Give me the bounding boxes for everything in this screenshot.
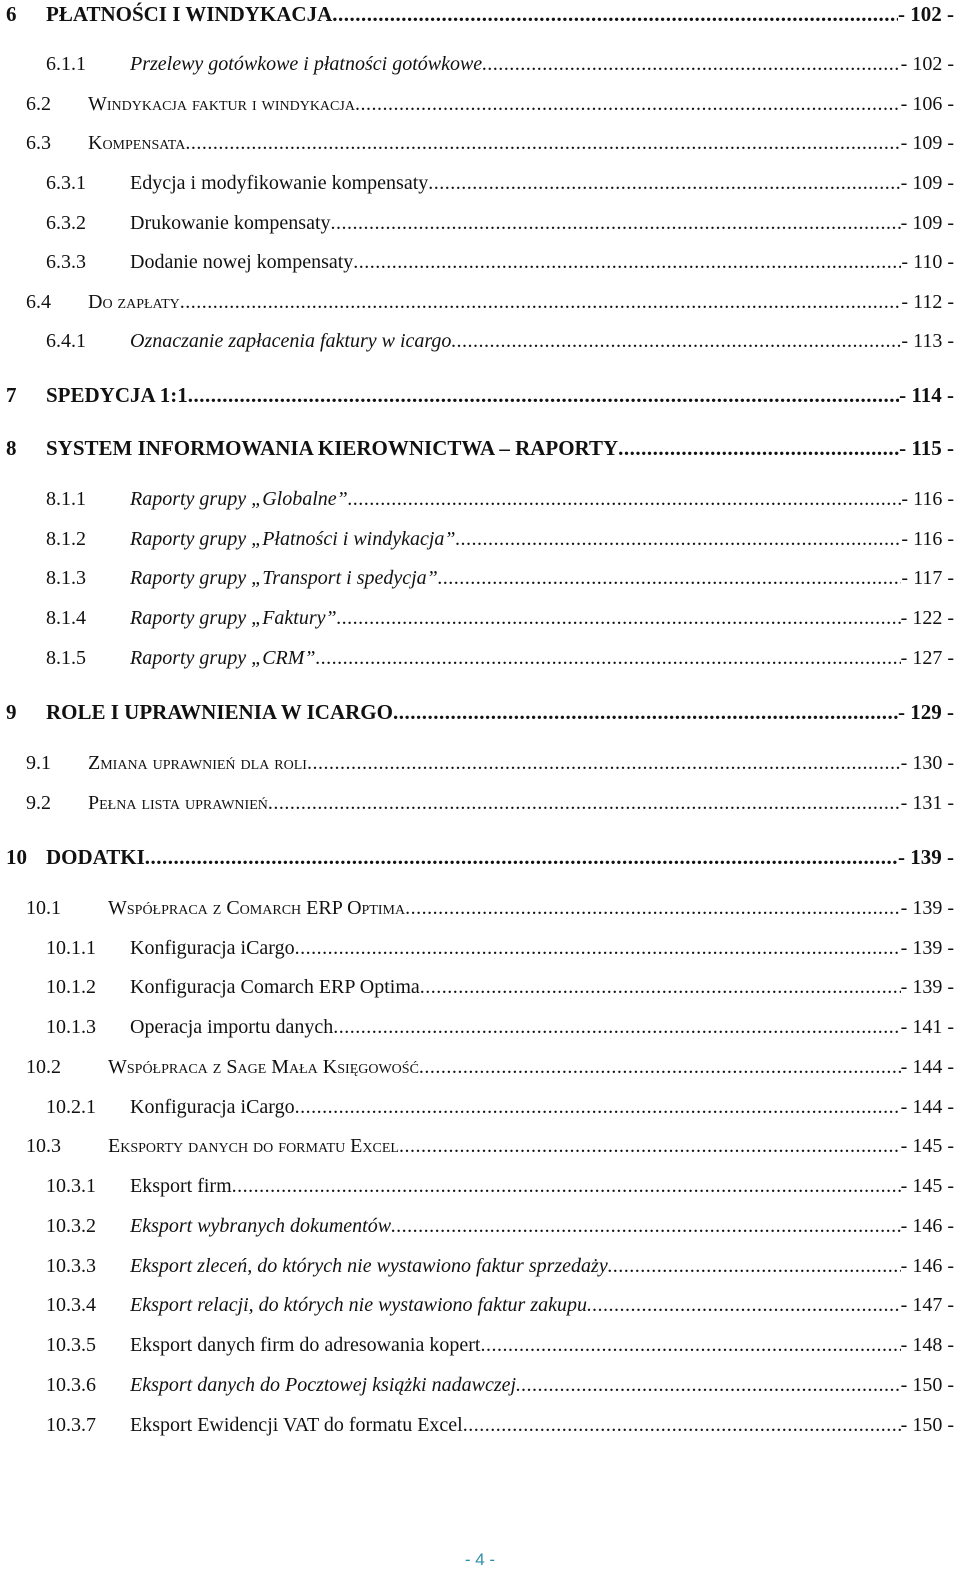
toc-entry[interactable] — [0, 700, 954, 730]
toc-entry[interactable] — [0, 647, 954, 677]
toc-title: Raporty grupy „Faktury” — [130, 607, 337, 629]
toc-number: 9 — [6, 700, 17, 724]
toc-title: Edycja i modyfikowanie kompensaty — [130, 172, 429, 194]
toc-page: - 148 - — [900, 1334, 954, 1356]
toc-leader — [333, 1016, 900, 1039]
toc-title: Windykacja faktur i windykacja — [88, 93, 355, 115]
toc-page: - 127 - — [900, 647, 954, 669]
toc-entry[interactable] — [0, 845, 954, 875]
toc-number: 10.3.4 — [46, 1294, 96, 1316]
toc-page: - 144 - — [900, 1056, 954, 1078]
toc-leader — [232, 1175, 901, 1198]
toc-title: SYSTEM INFORMOWANIA KIEROWNICTWA – RAPORTY — [46, 436, 619, 460]
toc-title: Kompensata — [88, 132, 186, 154]
toc-title: Raporty grupy „CRM” — [130, 647, 316, 669]
toc-page: - 115 - — [899, 436, 954, 460]
toc-number: 6.2 — [26, 93, 51, 115]
toc-entry[interactable] — [0, 1294, 954, 1324]
toc-leader — [145, 845, 898, 870]
toc-leader — [353, 251, 901, 274]
toc-title: Konfiguracja Comarch ERP Optima — [130, 976, 420, 998]
toc-title: Eksport firm — [130, 1175, 232, 1197]
toc-page: - 150 - — [900, 1374, 954, 1396]
toc-page: - 146 - — [900, 1255, 954, 1277]
toc-entry[interactable] — [0, 212, 954, 242]
toc-leader — [331, 212, 901, 235]
toc-title: PŁATNOŚCI I WINDYKACJA — [46, 2, 333, 26]
toc-number: 7 — [6, 383, 17, 407]
toc-number: 10.1 — [26, 897, 61, 919]
toc-leader — [420, 976, 901, 999]
toc-leader — [307, 752, 901, 775]
toc-entry[interactable] — [0, 1255, 954, 1285]
toc-number: 10.2 — [26, 1056, 61, 1078]
toc-number: 10 — [6, 845, 27, 869]
toc-number: 8.1.5 — [46, 647, 86, 669]
toc-number: 6.4 — [26, 291, 51, 313]
toc-number: 6.3.1 — [46, 172, 86, 194]
toc-number: 9.2 — [26, 792, 51, 814]
toc-entry[interactable] — [0, 53, 954, 83]
toc-entry[interactable] — [0, 1215, 954, 1245]
toc-title: Eksport wybranych dokumentów — [130, 1215, 392, 1237]
toc-title: Eksport danych do Pocztowej książki nadawczej — [130, 1374, 517, 1396]
toc-leader — [316, 647, 901, 670]
toc-page: - 109 - — [900, 212, 954, 234]
toc-title: Operacja importu danych — [130, 1016, 334, 1038]
toc-page: - 129 - — [898, 700, 954, 724]
toc-title: Współpraca z Sage Mała Księgowość — [108, 1056, 419, 1078]
toc-title: Raporty grupy „Transport i spedycja” — [130, 567, 438, 589]
toc-page: - 145 - — [900, 1175, 954, 1197]
toc-leader — [295, 1096, 901, 1119]
toc-title: Pełna lista uprawnień — [88, 792, 268, 814]
toc-title: Oznaczanie zapłacenia faktury w icargo — [130, 330, 452, 352]
toc-title: Raporty grupy „Globalne” — [130, 488, 348, 510]
toc-page: - 130 - — [900, 752, 954, 774]
toc-page: - 150 - — [900, 1414, 954, 1436]
toc-entry[interactable] — [0, 1374, 954, 1404]
toc-number: 10.1.2 — [46, 976, 96, 998]
toc-entry[interactable] — [0, 330, 954, 360]
toc-page: - 109 - — [900, 132, 954, 154]
toc-leader — [438, 567, 902, 590]
toc-entry[interactable] — [0, 291, 954, 321]
toc-leader — [399, 1135, 901, 1158]
toc-entry[interactable] — [0, 436, 954, 466]
toc-entry[interactable] — [0, 1135, 954, 1165]
toc-entry[interactable] — [0, 607, 954, 637]
toc-entry[interactable] — [0, 1056, 954, 1086]
toc-leader — [456, 528, 902, 551]
toc-number: 10.3.6 — [46, 1374, 96, 1396]
toc-page: - 102 - — [898, 2, 954, 26]
toc-title: Do zapłaty — [88, 291, 180, 313]
toc-leader — [391, 1215, 901, 1238]
toc-title: ROLE I UPRAWNIENIA W ICARGO — [46, 700, 393, 724]
toc-page: - 109 - — [900, 172, 954, 194]
toc-number: 6.3.3 — [46, 251, 86, 273]
toc-leader — [348, 488, 902, 511]
toc-entry[interactable] — [0, 172, 954, 202]
toc-entry[interactable] — [0, 1414, 954, 1444]
toc-number: 8.1.1 — [46, 488, 86, 510]
toc-leader — [337, 607, 901, 630]
toc-page: - 146 - — [900, 1215, 954, 1237]
toc-title: Eksport danych firm do adresowania kopert — [130, 1334, 481, 1356]
toc-title: Zmiana uprawnień dla roli — [88, 752, 307, 774]
toc-page: - 106 - — [900, 93, 954, 115]
toc-number: 8.1.4 — [46, 607, 86, 629]
toc-entry[interactable] — [0, 1016, 954, 1046]
toc-title: Eksporty danych do formatu Excel — [108, 1135, 399, 1157]
toc-page: - 117 - — [901, 567, 954, 589]
toc-entry[interactable] — [0, 1334, 954, 1364]
toc-leader — [618, 436, 899, 461]
toc-number: 10.3.2 — [46, 1215, 96, 1237]
toc-number: 8.1.2 — [46, 528, 86, 550]
toc-title: Eksport zleceń, do których nie wystawiono faktur sprzedaży — [130, 1255, 608, 1277]
toc-page: - 122 - — [900, 607, 954, 629]
toc-page: - 139 - — [900, 976, 954, 998]
toc-title: Współpraca z Comarch ERP Optima — [108, 897, 406, 919]
toc-title: Przelewy gotówkowe i płatności gotówkowe — [130, 53, 483, 75]
toc-leader — [463, 1414, 901, 1437]
toc-number: 6 — [6, 2, 17, 26]
toc-page: - 113 - — [901, 330, 954, 352]
page-number-footer: - 4 - — [464, 1550, 496, 1569]
toc-entry[interactable] — [0, 93, 954, 123]
toc-leader — [608, 1255, 901, 1278]
toc-page: - 112 - — [901, 291, 954, 313]
toc-leader — [180, 291, 902, 314]
toc-entry[interactable] — [0, 567, 954, 597]
toc-number: 10.3.3 — [46, 1255, 96, 1277]
toc-number: 6.3 — [26, 132, 51, 154]
toc-title: Konfiguracja iCargo — [130, 1096, 295, 1118]
toc-entry[interactable] — [0, 132, 954, 162]
toc-title: Eksport relacji, do których nie wystawiono faktur zakupu — [130, 1294, 587, 1316]
toc-number: 6.1.1 — [46, 53, 86, 75]
toc-entry[interactable] — [0, 251, 954, 281]
toc-title: Drukowanie kompensaty — [130, 212, 331, 234]
toc-page: - 114 - — [899, 383, 954, 407]
toc-leader — [482, 53, 900, 76]
toc-page: - 141 - — [900, 1016, 954, 1038]
toc-leader — [480, 1334, 900, 1357]
toc-page: - 139 - — [900, 897, 954, 919]
toc-number: 8.1.3 — [46, 567, 86, 589]
toc-entry[interactable] — [0, 1175, 954, 1205]
toc-entry[interactable] — [0, 528, 954, 558]
toc-title: Raporty grupy „Płatności i windykacja” — [130, 528, 456, 550]
toc-page: - 147 - — [900, 1294, 954, 1316]
toc-leader — [587, 1294, 901, 1317]
toc-entry[interactable] — [0, 976, 954, 1006]
toc-number: 6.3.2 — [46, 212, 86, 234]
toc-number: 10.3.5 — [46, 1334, 96, 1356]
toc-leader — [188, 383, 899, 408]
toc-leader — [419, 1056, 901, 1079]
toc-number: 10.3 — [26, 1135, 61, 1157]
toc-title: Eksport Ewidencji VAT do formatu Excel — [130, 1414, 463, 1436]
toc-number: 9.1 — [26, 752, 51, 774]
toc-entry[interactable] — [0, 752, 954, 782]
toc-number: 10.3.1 — [46, 1175, 96, 1197]
toc-leader — [516, 1374, 901, 1397]
toc-leader — [405, 897, 901, 920]
toc-number: 10.1.1 — [46, 937, 96, 959]
toc-title: SPEDYCJA 1:1 — [46, 383, 188, 407]
toc-title: Dodanie nowej kompensaty — [130, 251, 354, 273]
toc-page: - 102 - — [900, 53, 954, 75]
toc-title: Konfiguracja iCargo — [130, 937, 295, 959]
toc-page: - 145 - — [900, 1135, 954, 1157]
toc-page: - 116 - — [901, 528, 954, 550]
toc-number: 10.2.1 — [46, 1096, 96, 1118]
toc-number: 8 — [6, 436, 17, 460]
toc-entry[interactable] — [0, 1096, 954, 1126]
toc-entry[interactable] — [0, 2, 954, 32]
toc-page: - 139 - — [898, 845, 954, 869]
toc-leader — [268, 792, 901, 815]
toc-page: - 139 - — [900, 937, 954, 959]
toc-leader — [428, 172, 900, 195]
toc-leader — [332, 2, 898, 27]
toc-number: 10.3.7 — [46, 1414, 96, 1436]
toc-leader — [185, 132, 900, 155]
toc-entry[interactable] — [0, 937, 954, 967]
toc-leader — [355, 93, 901, 116]
toc-entry[interactable] — [0, 792, 954, 822]
toc-leader — [393, 700, 898, 725]
toc-entry[interactable] — [0, 383, 954, 413]
toc-number: 6.4.1 — [46, 330, 86, 352]
toc-entry[interactable] — [0, 897, 954, 927]
toc-page: - 110 - — [901, 251, 954, 273]
toc-page: - 131 - — [900, 792, 954, 814]
toc-page: - 116 - — [901, 488, 954, 510]
toc-leader — [451, 330, 901, 353]
toc-title: DODATKI — [46, 845, 145, 869]
toc-entry[interactable] — [0, 488, 954, 518]
toc-page: - 144 - — [900, 1096, 954, 1118]
toc-number: 10.1.3 — [46, 1016, 96, 1038]
toc-leader — [295, 937, 901, 960]
